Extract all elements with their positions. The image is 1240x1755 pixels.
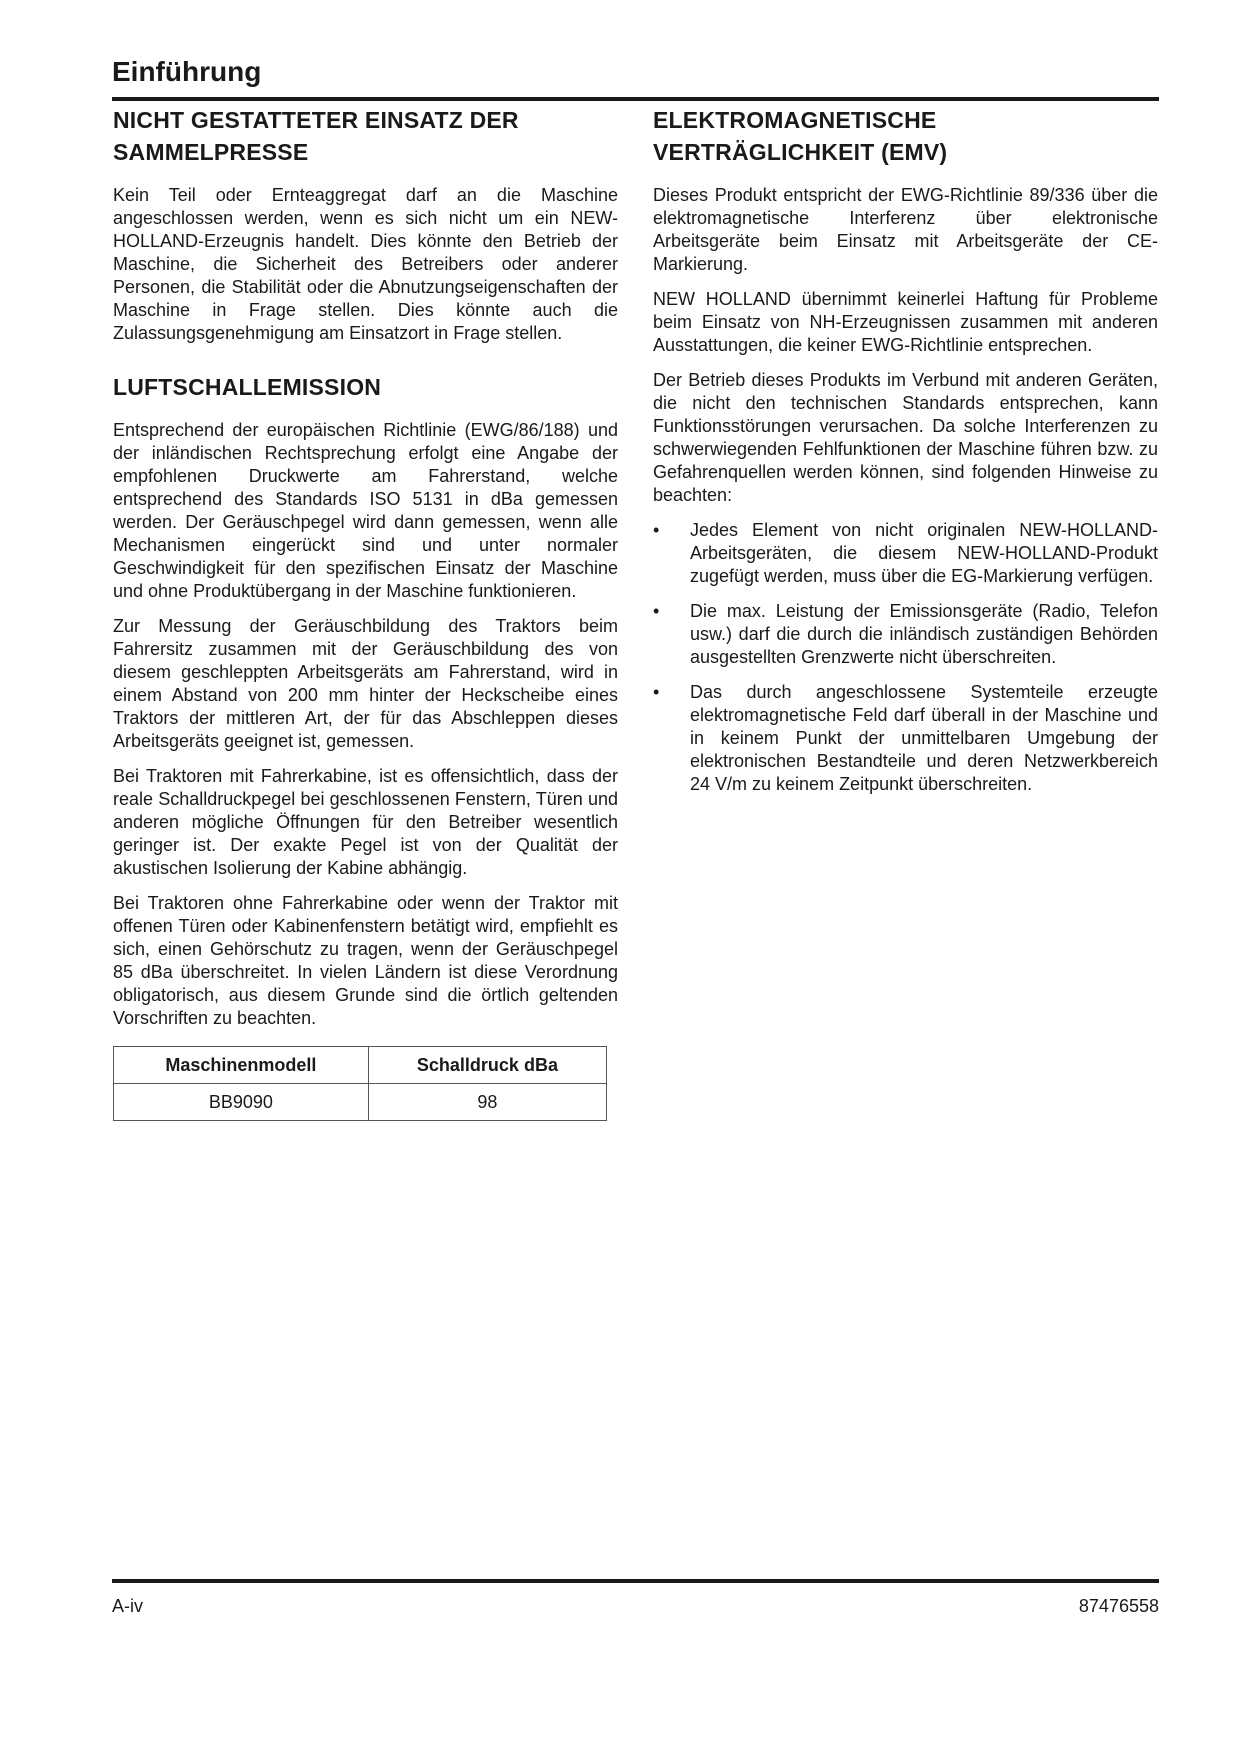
right-column: [653, 104, 1158, 808]
list-item: [653, 600, 1158, 669]
paragraph: Entsprechend der europäischen Richtlinie (EWG/86/188) und der inländischen Rechtsprechung erfolgt eine Angabe der empfohlenen Druckwerte am Fahrerstand, welche entsprechend des Standards ISO 5131 in dBa gemessen werden. Der Geräuschpegel wird dann gemessen, wenn alle Mechanismen eingerückt sind und unter normaler Geschwindigkeit für den spezifischen Einsatz der Maschine und ohne Produktübergang in der Maschine funktionieren.: [113, 420, 618, 601]
bullet-icon: •: [653, 601, 660, 621]
column-header-sound-pressure: Schalldruck dBa: [368, 1047, 606, 1084]
section-heading-emc: ELEKTROMAGNETISCHE VERTRÄGLICHKEIT (EMV): [653, 107, 948, 165]
page-number: A-iv: [112, 1596, 143, 1616]
paragraph: Bei Traktoren ohne Fahrerkabine oder wenn der Traktor mit offenen Türen oder Kabinenfenstern betätigt wird, empfiehlt es sich, einen Gehörschutz zu tragen, wenn der Geräuschpegel 85 dBa überschreitet. In vielen Ländern ist diese Verordnung obligatorisch, aus diesem Grunde sind die örtlich geltenden Vorschriften zu beachten.: [113, 893, 618, 1028]
paragraph: Der Betrieb dieses Produkts im Verbund mit anderen Geräten, die nicht den technischen Standards entsprechen, kann Funktionsstörungen verursachen. Da solche Interferenzen zu schwerwiegenden Fehlfunktionen der Maschine führen bzw. zu Gefahrenquellen werden können, sind folgenden Hinweise zu beachten:: [653, 370, 1158, 505]
table-header-row: [114, 1047, 607, 1084]
page-footer: [112, 1579, 1159, 1623]
column-header-machine-model: Maschinenmodell: [114, 1047, 369, 1084]
page-title: Einführung: [112, 56, 262, 87]
cell-machine-model: BB9090: [114, 1084, 369, 1121]
bullet-icon: •: [653, 520, 660, 540]
bullet-icon: •: [653, 682, 660, 702]
paragraph: Zur Messung der Geräuschbildung des Traktors beim Fahrersitz zusammen mit der Geräuschbildung des von diesem geschleppten Arbeitsgeräts am Fahrerstand, wird in einem Abstand von 200 mm hinter der Heckscheibe eines Traktors der mittleren Art, der für das Abschleppen dieses Arbeitsgeräts geeignet ist, gemessen.: [113, 616, 618, 751]
emc-bullet-list: [653, 519, 1158, 796]
paragraph: Bei Traktoren mit Fahrerkabine, ist es offensichtlich, dass der reale Schalldruckpegel bei geschlossenen Fenstern, Türen und anderen mögliche Öffnungen für den Betreiber wesentlich geringer ist. Der exakte Pegel ist von der Qualität der akustischen Isolierung der Kabine abhängig.: [113, 766, 618, 878]
list-item-text: Die max. Leistung der Emissionsgeräte (Radio, Telefon usw.) darf die durch die inländisch zuständigen Behörden ausgestellten Grenzwerte nicht überschreiten.: [690, 601, 1158, 667]
table-row: [114, 1084, 607, 1121]
paragraph: NEW HOLLAND übernimmt keinerlei Haftung für Probleme beim Einsatz von NH-Erzeugnissen zusammen mit anderen Ausstattungen, die keiner EWG-Richtlinie entsprechen.: [653, 289, 1158, 355]
paragraph: Dieses Produkt entspricht der EWG-Richtlinie 89/336 über die elektromagnetische Interferenz über elektronische Arbeitsgeräte beim Einsatz mit Arbeitsgeräte der CE-Markierung.: [653, 185, 1158, 274]
left-column: [113, 104, 618, 1121]
list-item: [653, 681, 1158, 796]
noise-level-table: [113, 1046, 607, 1121]
paragraph: Kein Teil oder Ernteaggregat darf an die Maschine angeschlossen werden, wenn es sich nicht um ein NEW-HOLLAND-Erzeugnis handelt. Dies könnte den Betrieb der Maschine, die Sicherheit des Betreibers oder anderer Personen, die Stabilität oder die Abnutzungseigenschaften der Maschine in Frage stellen. Dies könnte auch die Zulassungsgenehmigung am Einsatzort in Frage stellen.: [113, 185, 618, 343]
section-heading-unauthorized-use: NICHT GESTATTETER EINSATZ DER SAMMELPRESSE: [113, 107, 519, 165]
section-heading-noise-emission: LUFTSCHALLEMISSION: [113, 374, 382, 400]
document-number: 87476558: [1078, 1596, 1159, 1616]
list-item: [653, 519, 1158, 588]
list-item-text: Das durch angeschlossene Systemteile erzeugte elektromagnetische Feld darf überall in der Maschine und in keinem Punkt der unmittelbaren Umgebung der elektronischen Bestandteile und deren Netzwerkbereich 24 V/m zu keinem Zeitpunkt überschreiten.: [690, 682, 1158, 794]
list-item-text: Jedes Element von nicht originalen NEW-HOLLAND-Arbeitsgeräten, die diesem NEW-HOLLAND-Produkt zugefügt werden, muss über die EG-Markierung verfügen.: [690, 520, 1158, 586]
page-header: [112, 52, 1159, 101]
cell-sound-pressure: 98: [368, 1084, 606, 1121]
